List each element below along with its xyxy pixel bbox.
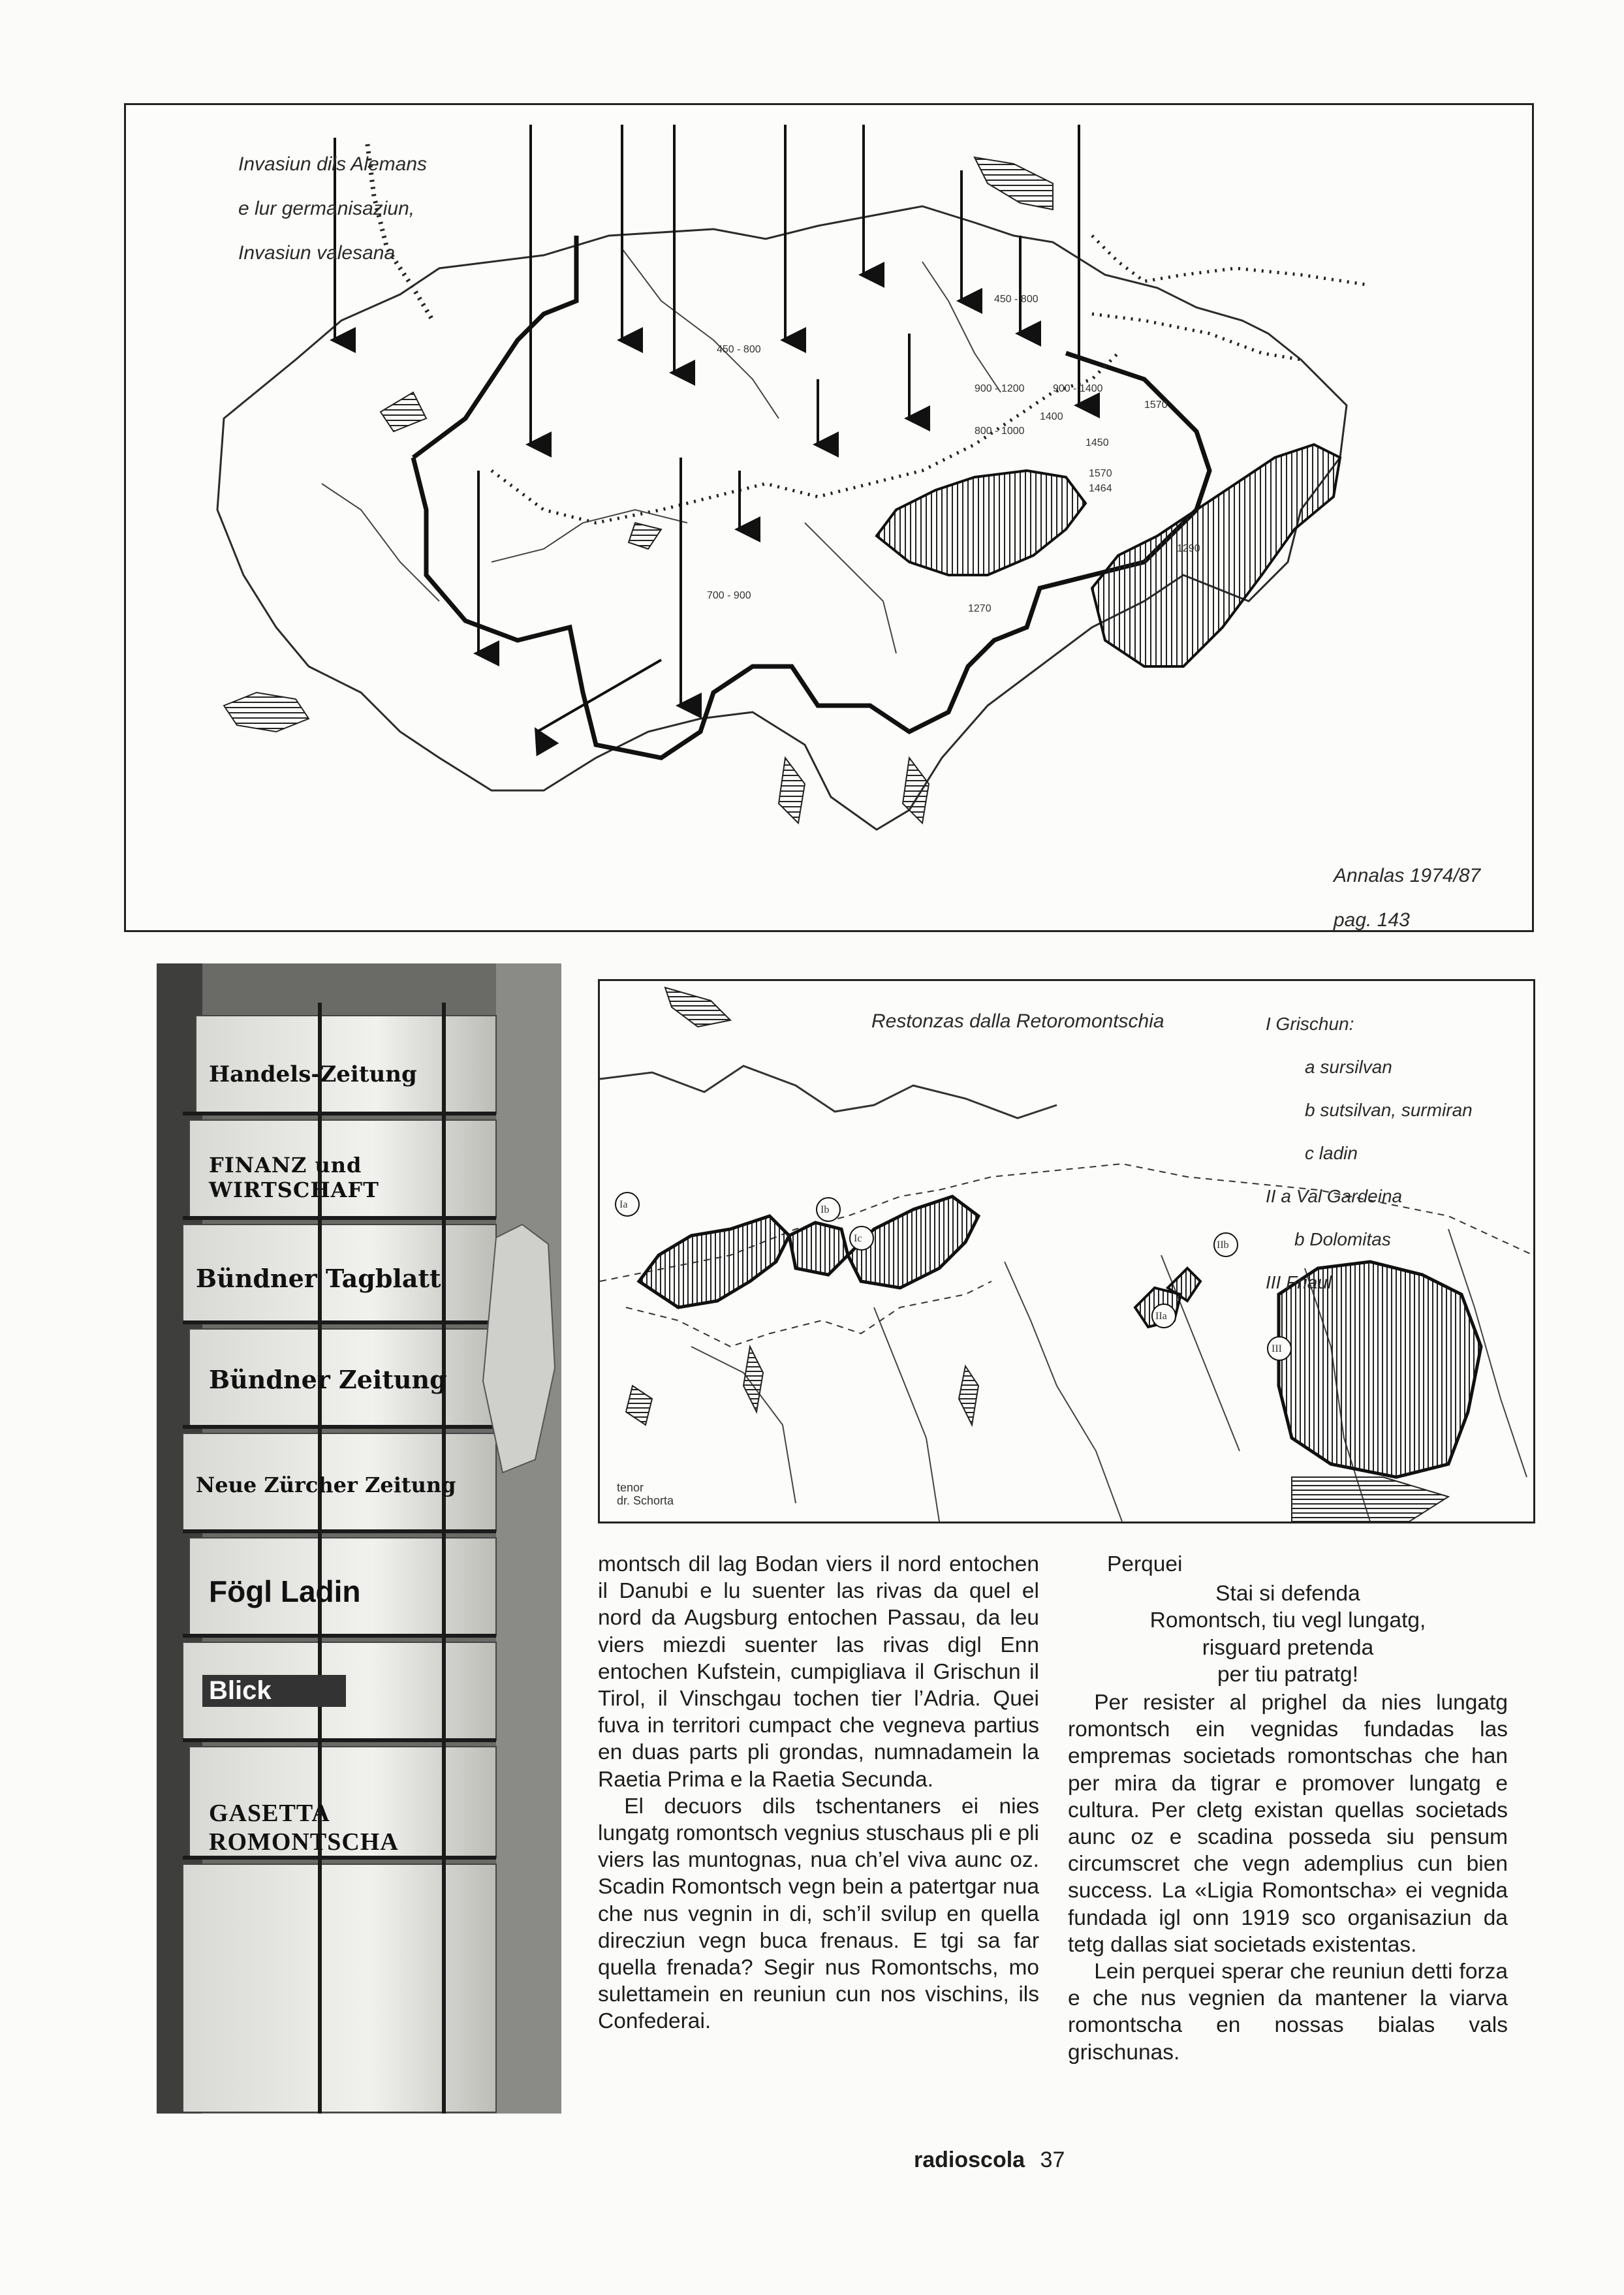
newspaper-rack-photo [157, 963, 561, 2114]
elevation-label: 1270 [968, 603, 992, 614]
elevation-label: 1450 [1085, 437, 1109, 448]
elevation-label: 1570 [1089, 468, 1112, 479]
publication-name: radioscola [914, 2147, 1025, 2172]
page-footer [914, 2147, 1065, 2173]
legend-line: III Friaul [1266, 1272, 1332, 1292]
masthead-neue-zuercher-zeitung: Neue Zürcher Zeitung [196, 1473, 456, 1497]
upper-map-source [1334, 843, 1529, 954]
elevation-label: 800 - 1000 [975, 426, 1025, 437]
legend-line: b sutsilvan, surmiran [1305, 1100, 1473, 1120]
upper-map-title [238, 131, 532, 287]
upper-map-title-line: Invasiun dils Alemans [238, 153, 428, 175]
marker-III: III [1272, 1343, 1282, 1354]
page-number: 37 [1040, 2147, 1065, 2172]
elevation-label: 1570 [1144, 399, 1168, 411]
upper-map-dotted-line-east [1092, 314, 1301, 360]
masthead-blick: Blick [202, 1675, 346, 1707]
article-paragraph: montsch dil lag Bodan viers il nord entochen il Danubi e lu suenter las rivas da quel el nord da Augsburg entochen Passau, da leu viers miezdi suenter las rivas digl Enn entochen Kufstein, cumpigliava il Grischun il Tirol, il Vinschgau tochen tier l’Adria. Quei fuva in territori cumpact che vegneva partius en duas parts pli grondas, numnadamein la Raetia Prima e la Raetia Secunda. [598, 1552, 1039, 1792]
masthead-gasetta-romontscha: GASETTA ROMONTSCHA [209, 1800, 399, 1856]
poem-line: Romontsch, tiu vegl lungatg, [1149, 1608, 1426, 1633]
elevation-label: 450 - 800 [717, 344, 761, 355]
upper-map-title-line: e lur germanisaziun, [238, 198, 415, 219]
masthead-handels-zeitung: Handels-Zeitung [209, 1061, 417, 1087]
marker-Ib: Ib [820, 1204, 830, 1215]
lower-map-credit [617, 1481, 674, 1507]
poem-line: risguard pretenda [1202, 1635, 1374, 1660]
masthead-finanz-wirtschaft: FINANZ und WIRTSCHAFT [209, 1153, 379, 1202]
upper-map-frame [124, 103, 1534, 932]
masthead-buendner-zeitung: Bündner Zeitung [209, 1365, 447, 1394]
elevation-label: 700 - 900 [707, 590, 751, 601]
legend-line: I Grischun: [1266, 1014, 1354, 1034]
upper-map-lake-constance [975, 157, 1053, 210]
elevation-label: 900 - 1200 [975, 383, 1025, 394]
elevation-label: 450 - 800 [994, 294, 1038, 305]
legend-line: a sursilvan [1305, 1057, 1392, 1077]
poem-line: Stai si defenda [1215, 1582, 1360, 1606]
lower-map-frame [598, 979, 1535, 1523]
credit-line: dr. Schorta [617, 1494, 674, 1507]
masthead-foegl-ladin: Fögl Ladin [209, 1574, 361, 1608]
marker-Ia: Ia [619, 1199, 628, 1210]
article-paragraph: Lein perquei sperar che reuniun detti forza e che nus vegnien da mantener la viarva romontscha en nossas bialas vals grischunas. [1068, 1959, 1508, 2065]
article-column-1 [598, 1551, 1039, 2035]
legend-line: II a Val Gardeina [1266, 1186, 1403, 1206]
elevation-label: 1290 [1177, 543, 1200, 554]
article-paragraph: El decuors dils tschentaners ei nies lungatg romontsch vegnius stuschaus pli e pli viers las muntognas, nua ch’el viva aunc oz. Scadin Romontsch vegn bein a patertgar nua che nus vegnin in di, sch’il svilup en quella direcziun vegn buca frenaus. E tgi sa far quella frenada? Segir nus Romontschs, mo sulettamein en reuniun cun nos vischins, ils Confederai. [598, 1794, 1039, 2034]
marker-IIb: IIb [1217, 1240, 1229, 1251]
marker-IIa: IIa [1155, 1311, 1167, 1322]
poem [1068, 1580, 1508, 1688]
legend-line: b Dolomitas [1294, 1229, 1391, 1249]
upper-map-dotted-line-north [1092, 236, 1366, 285]
elevation-label: 900 - 1400 [1053, 383, 1103, 394]
upper-map-romansh-area-east [1092, 445, 1340, 666]
upper-map-source-line: pag. 143 [1334, 909, 1410, 931]
credit-line: tenor [617, 1481, 644, 1494]
lower-map-area-Ia [639, 1216, 789, 1307]
upper-map-source-line: Annalas 1974/87 [1334, 865, 1481, 886]
marker-Ic: Ic [854, 1233, 862, 1244]
article-column-2 [1068, 1551, 1508, 2066]
elevation-label: 1400 [1040, 411, 1063, 422]
lower-map-title: Restonzas dalla Retoromontschia [871, 1010, 1164, 1032]
newspaper-rack-drawing [157, 963, 561, 2114]
poem-line: per tiu patratg! [1217, 1662, 1359, 1687]
upper-map-lake-geneva [224, 693, 309, 732]
article-paragraph: Per resister al prighel da nies lungatg romontsch ein vegnidas fundadas las empremas societads romontschas che han per mira da tigrar e promover lungatg e cultura. Per cletg existan quellas societads aunc oz e scadina posseda siu pensum circumscret che vegn ademplius cun bien success. La «Ligia Romontscha» ei vegnida fundada igl onn 1919 sco organisaziun da tetg dallas siat societads existentas. [1068, 1691, 1508, 1957]
upper-map-title-line: Invasiun valesana [238, 242, 396, 264]
column-heading: Perquei [1107, 1552, 1183, 1576]
upper-map-country-outline [217, 206, 1347, 830]
elevation-label: 1464 [1089, 483, 1112, 494]
upper-map-language-boundary [413, 236, 1210, 758]
lower-map-legend [1266, 991, 1527, 1315]
legend-line: c ladin [1305, 1143, 1358, 1163]
lower-map-area-Ib [789, 1223, 848, 1275]
upper-map-romansh-area-west [877, 471, 1085, 575]
masthead-buendner-tagblatt: Bündner Tagblatt [196, 1264, 441, 1293]
